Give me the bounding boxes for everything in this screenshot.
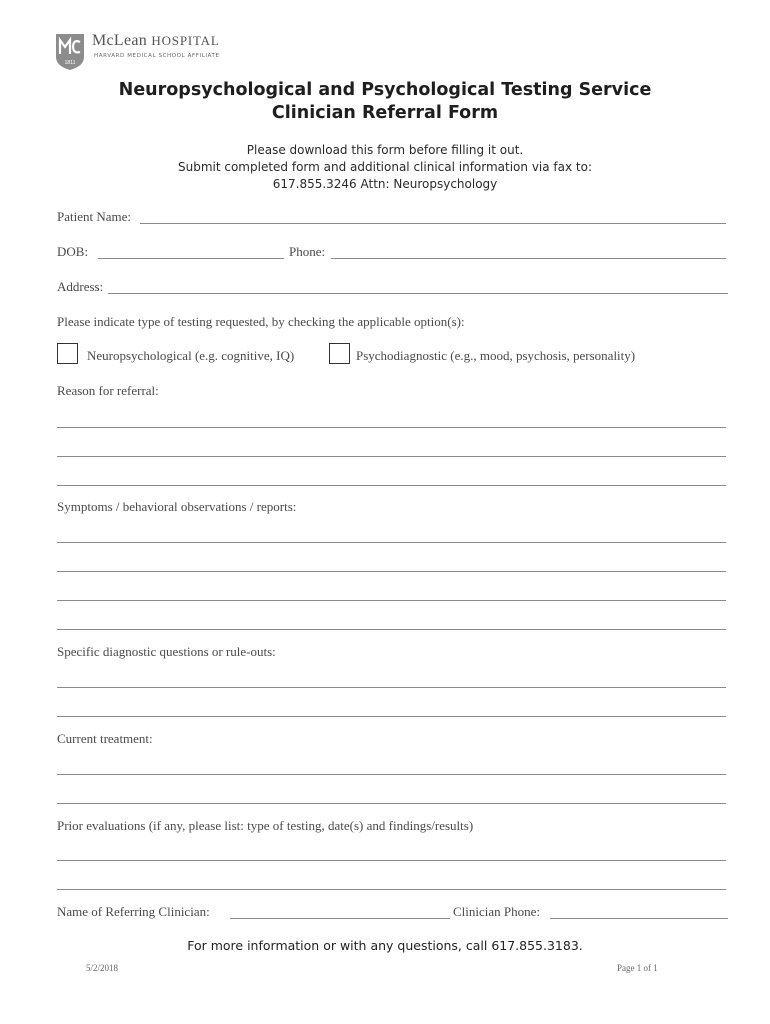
phone-field[interactable] <box>331 258 726 259</box>
page-number: Page 1 of 1 <box>617 963 658 973</box>
reason-field-line[interactable] <box>57 427 726 428</box>
prior-evaluations-field-line[interactable] <box>57 860 726 861</box>
diagnostic-label: Specific diagnostic questions or rule-outs: <box>57 644 276 659</box>
intro-fax: 617.855.3246 Attn: Neuropsychology <box>272 177 498 191</box>
logo-affiliate: HARVARD MEDICAL SCHOOL AFFILIATE <box>94 53 220 59</box>
treatment-field-line[interactable] <box>57 803 726 804</box>
reason-field-line[interactable] <box>57 485 726 486</box>
logo-hospital: HOSPITAL <box>151 33 220 48</box>
neuropsychological-checkbox[interactable] <box>57 343 78 364</box>
reason-field-line[interactable] <box>57 456 726 457</box>
psychodiagnostic-checkbox[interactable] <box>329 343 350 364</box>
intro-download: Please download this form before filling it out. <box>246 143 524 157</box>
symptoms-field-line[interactable] <box>57 600 726 601</box>
psychodiagnostic-label: Psychodiagnostic (e.g., mood, psychosis, personality) <box>356 348 636 363</box>
neuropsychological-label: Neuropsychological (e.g. cognitive, IQ) <box>87 348 295 363</box>
logo-name: McLean <box>92 32 148 49</box>
mclean-logo-icon <box>55 33 85 71</box>
address-label: Address: <box>57 279 104 294</box>
clinician-name-field[interactable] <box>230 918 450 919</box>
treatment-label: Current treatment: <box>57 731 153 746</box>
prior-evaluations-label: Prior evaluations (if any, please list: type of testing, date(s) and findings/results) <box>57 818 474 833</box>
patient-name-field[interactable] <box>140 223 726 224</box>
dob-label: DOB: <box>57 244 89 259</box>
phone-label: Phone: <box>289 244 326 259</box>
clinician-phone-label: Clinician Phone: <box>453 904 541 919</box>
diagnostic-field-line[interactable] <box>57 716 726 717</box>
clinician-name-label: Name of Referring Clinician: <box>57 904 210 919</box>
form-title-line2: Clinician Referral Form <box>271 103 499 123</box>
logo-wordmark <box>92 32 220 50</box>
form-title-line1: Neuropsychological and Psychological Testing Service <box>118 80 652 100</box>
reason-label: Reason for referral: <box>57 383 159 398</box>
intro-submit: Submit completed form and additional clinical information via fax to: <box>177 160 593 174</box>
address-field[interactable] <box>108 293 728 294</box>
symptoms-field-line[interactable] <box>57 629 726 630</box>
patient-name-label: Patient Name: <box>57 209 132 224</box>
symptoms-label: Symptoms / behavioral observations / reports: <box>57 499 297 514</box>
dob-field[interactable] <box>98 258 284 259</box>
treatment-field-line[interactable] <box>57 774 726 775</box>
clinician-phone-field[interactable] <box>550 918 728 919</box>
contact-info: For more information or with any questions, call 617.855.3183. <box>187 938 583 953</box>
form-date: 5/2/2018 <box>86 963 119 973</box>
symptoms-field-line[interactable] <box>57 542 726 543</box>
symptoms-field-line[interactable] <box>57 571 726 572</box>
testing-type-prompt: Please indicate type of testing requested, by checking the applicable option(s): <box>57 314 465 329</box>
diagnostic-field-line[interactable] <box>57 687 726 688</box>
logo-year: 1811 <box>64 60 76 66</box>
prior-evaluations-field-line[interactable] <box>57 889 726 890</box>
